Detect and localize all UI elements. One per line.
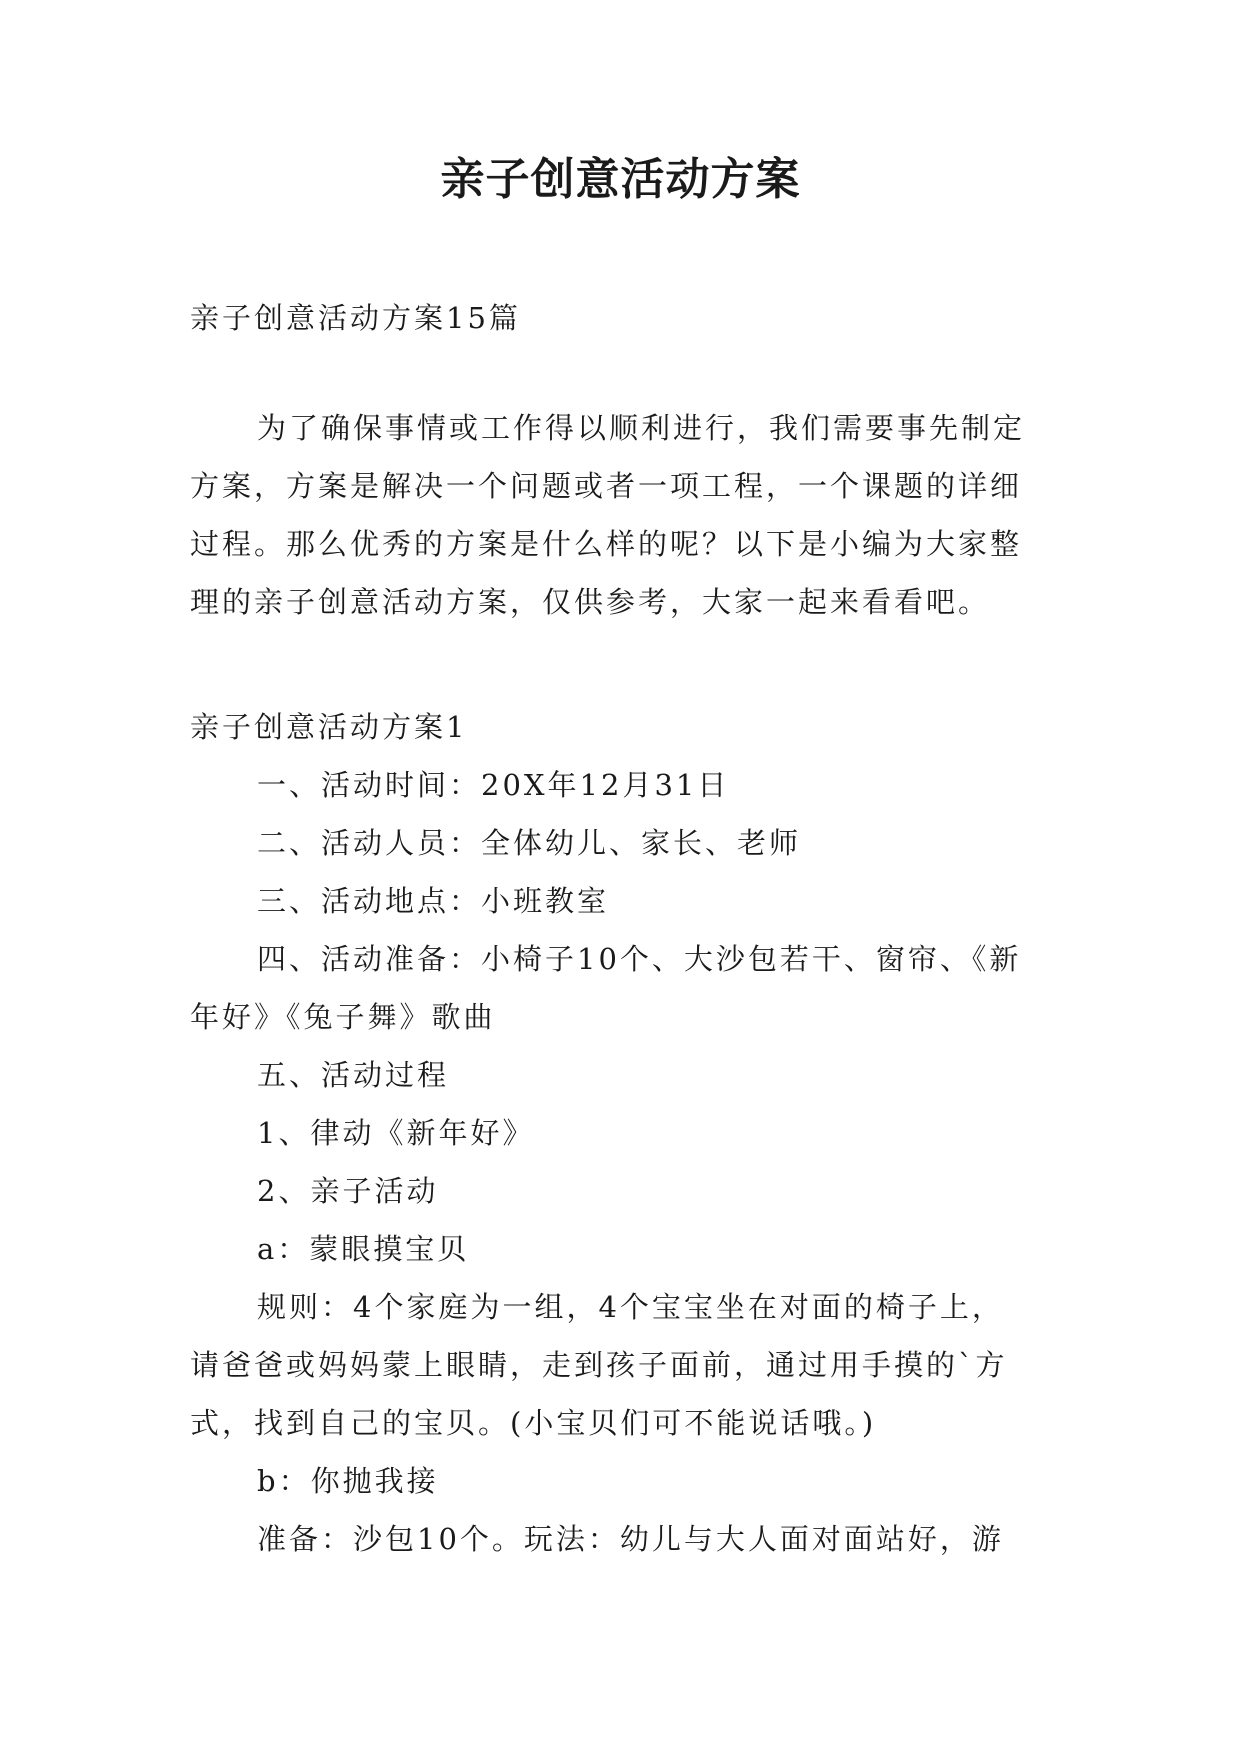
list-item: 准备：沙包10个。玩法：幼儿与大人面对面站好，游 <box>257 1522 1004 1556</box>
list-item: 1、律动《新年好》 <box>257 1116 535 1150</box>
list-item: a：蒙眼摸宝贝 <box>257 1232 470 1266</box>
list-item: 式，找到自己的宝贝。(小宝贝们可不能说话哦。) <box>190 1406 877 1440</box>
list-item: 请爸爸或妈妈蒙上眼睛，走到孩子面前，通过用手摸的`方 <box>190 1348 1008 1382</box>
list-item: 年好》《兔子舞》歌曲 <box>190 1000 496 1034</box>
list-item: 四、活动准备：小椅子10个、大沙包若干、窗帘、《新 <box>257 942 1022 976</box>
intro-line: 为了确保事情或工作得以顺利进行，我们需要事先制定 <box>257 411 1026 445</box>
list-item: b：你抛我接 <box>257 1464 439 1498</box>
list-item: 二、活动人员：全体幼儿、家长、老师 <box>257 826 802 860</box>
page-title: 亲子创意活动方案 <box>440 154 801 205</box>
list-item: 五、活动过程 <box>257 1058 450 1092</box>
list-item: 一、活动时间：20X年12月31日 <box>257 768 730 802</box>
list-item: 规则：4个家庭为一组，4个宝宝坐在对面的椅子上， <box>257 1290 1004 1324</box>
section-heading: 亲子创意活动方案1 <box>190 710 468 744</box>
intro-line: 方案，方案是解决一个问题或者一项工程，一个课题的详细 <box>190 469 1023 503</box>
subtitle: 亲子创意活动方案15篇 <box>190 301 521 335</box>
list-item: 2、亲子活动 <box>257 1174 439 1208</box>
intro-line: 理的亲子创意活动方案，仅供参考，大家一起来看看吧。 <box>190 585 991 619</box>
list-item: 三、活动地点：小班教室 <box>257 884 610 918</box>
intro-line: 过程。那么优秀的方案是什么样的呢？以下是小编为大家整 <box>190 527 1023 561</box>
